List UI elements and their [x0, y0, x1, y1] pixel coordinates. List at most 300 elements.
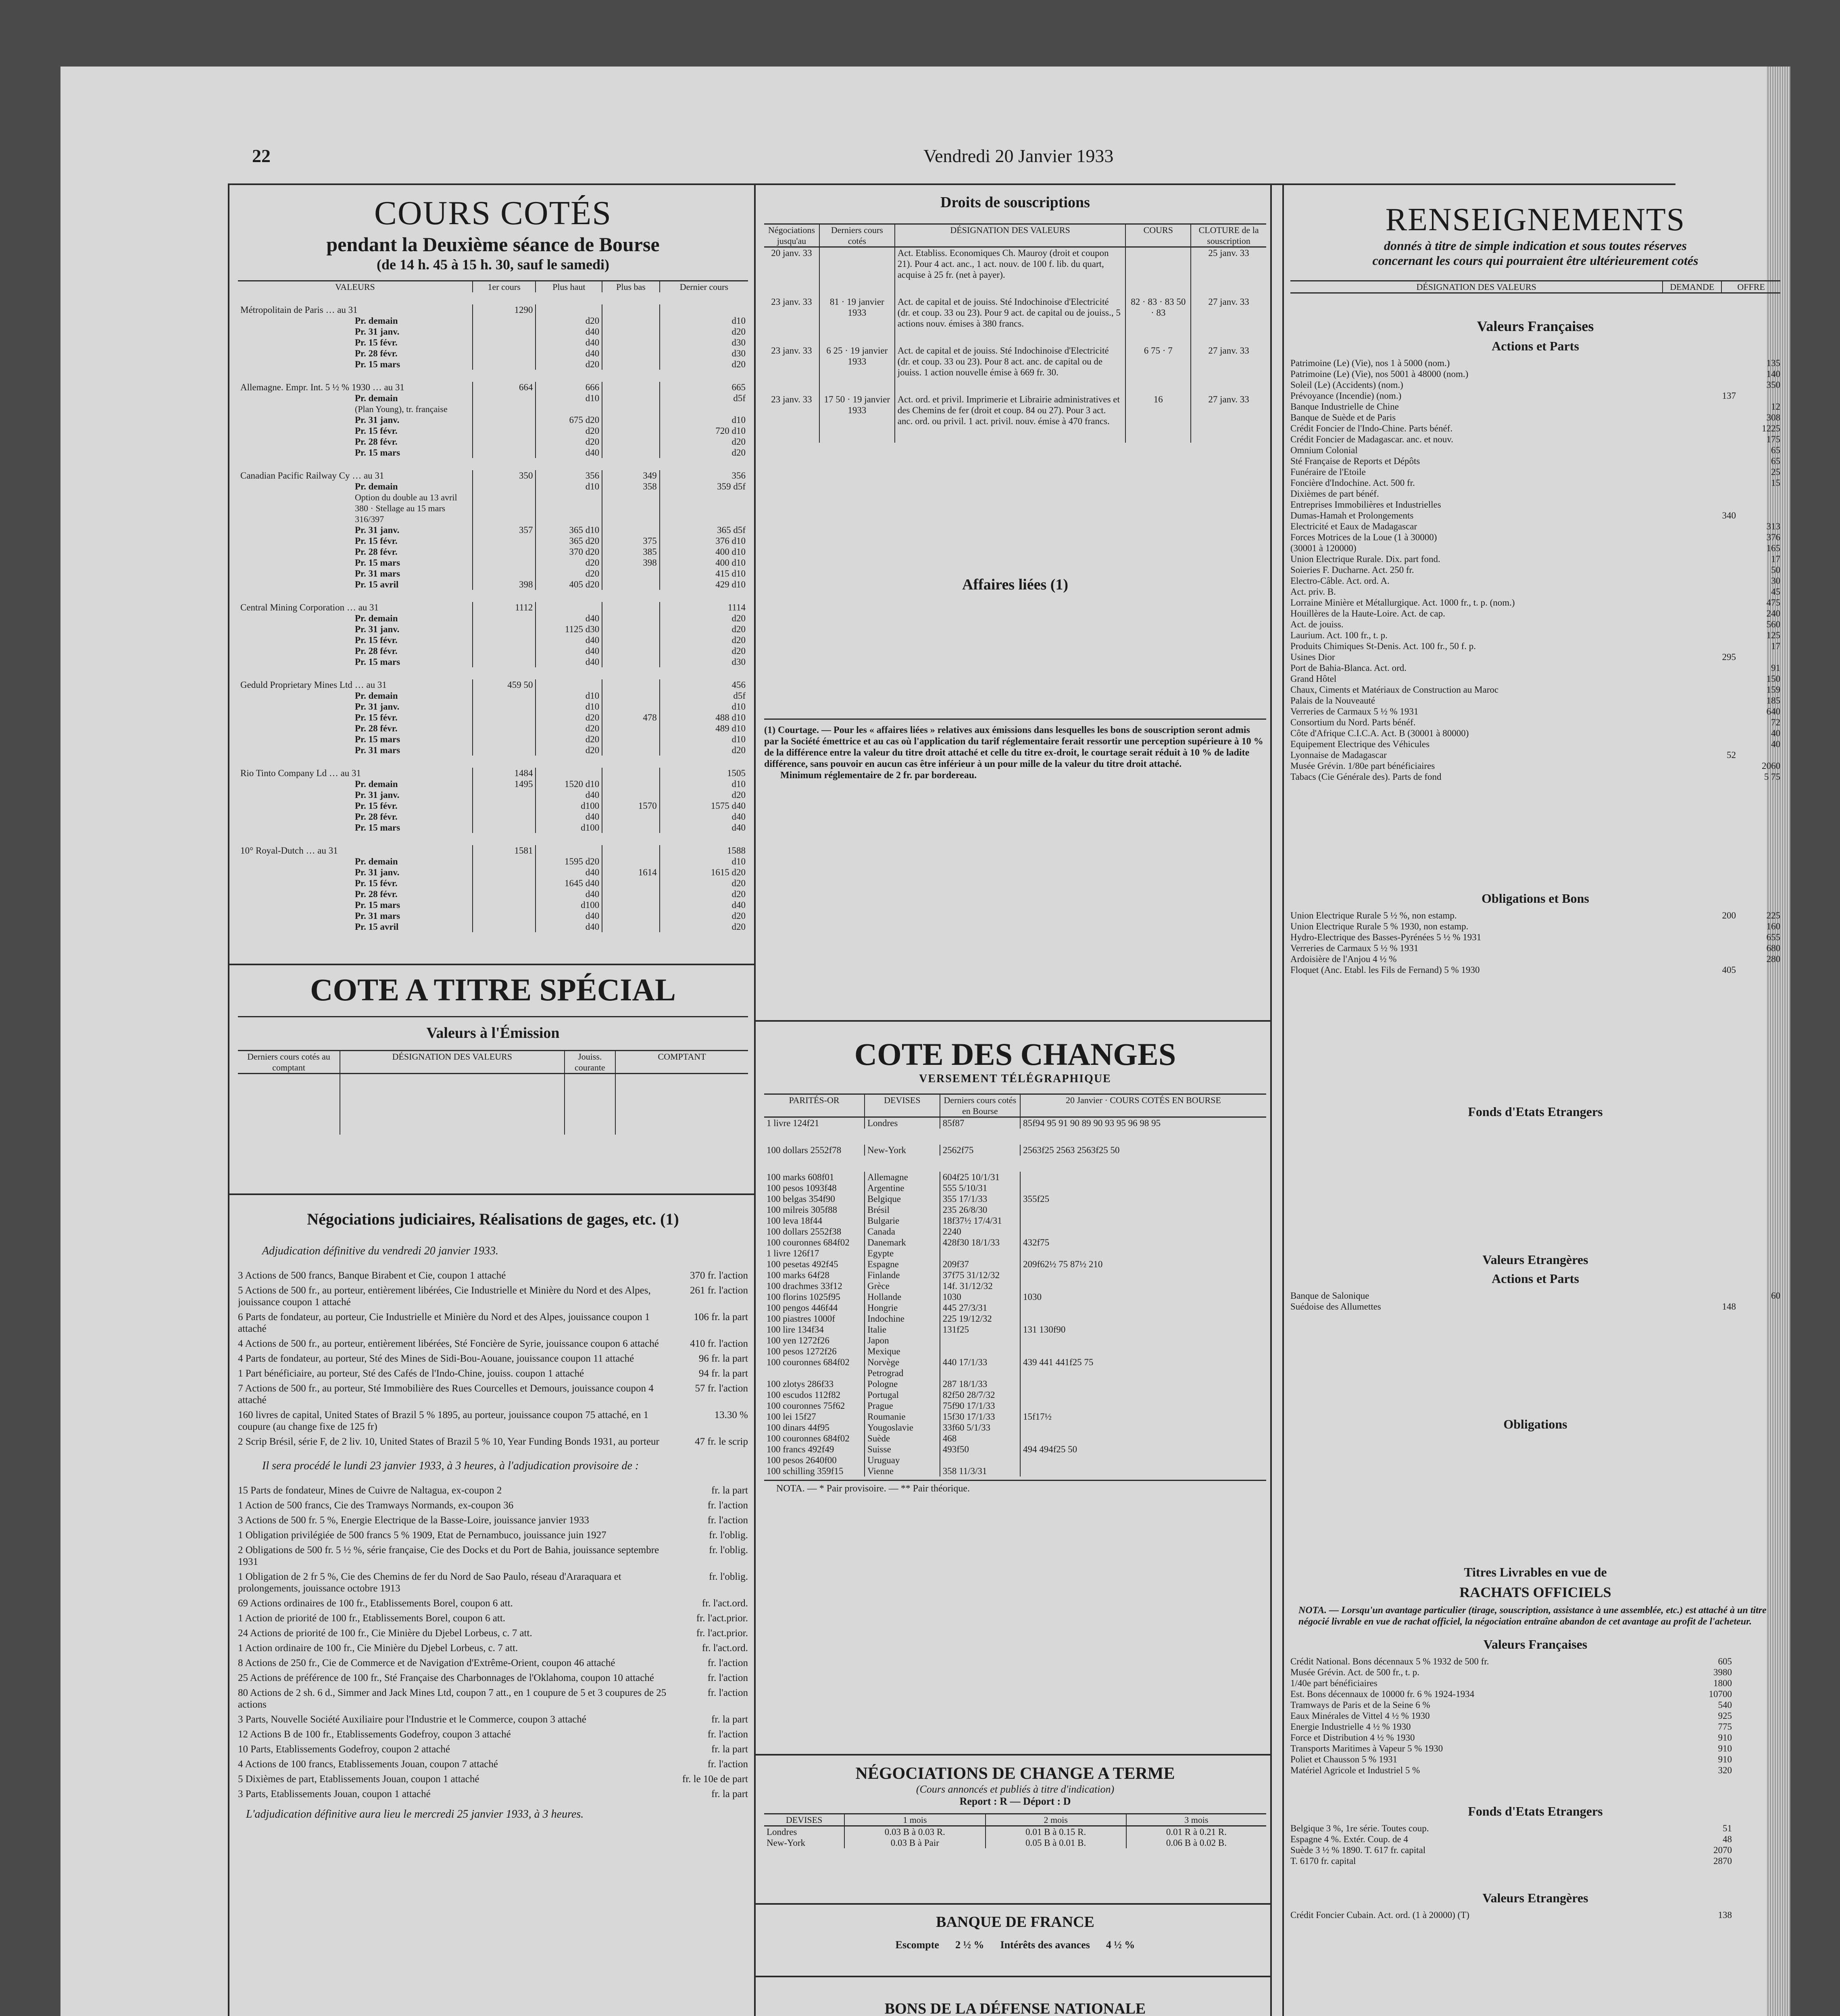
price-cell: d20: [731, 437, 746, 447]
term-label: Pr. 28 févr.: [355, 812, 398, 822]
table-row: [764, 1302, 1266, 1313]
table-row: [238, 921, 748, 932]
list-item: [1290, 619, 1780, 630]
devise-cell: Espagne: [865, 1259, 940, 1270]
price-cell: [473, 315, 536, 326]
rachats-heading-2: RACHATS OFFICIELS: [1459, 1584, 1611, 1600]
col-devises: DEVISES: [764, 1814, 844, 1826]
stock-cell: [238, 656, 473, 673]
list-item: [1290, 1732, 1780, 1743]
item-name: Belgique 3 %, 1re série. Toutes coup.: [1290, 1823, 1429, 1833]
dernier-cours-cell: [940, 1335, 1020, 1346]
table-row: [238, 878, 748, 889]
devise-cell: Italie: [865, 1324, 940, 1335]
lot-price: 261 fr. l'action: [690, 1285, 748, 1296]
table-row: [764, 1313, 1266, 1324]
price-cell: 665: [731, 382, 746, 392]
titre-special-title: COTE A TITRE SPÉCIAL: [310, 972, 676, 1007]
lot-description: 24 Actions de priorité de 100 fr., Cie Minière du Djebel Lorbeus, c. 7 att.: [238, 1628, 532, 1639]
page-date: Vendredi 20 Janvier 1933: [923, 146, 1114, 166]
sous-cloture: 25 janv. 33: [1208, 248, 1249, 258]
list-item: [1290, 1910, 1780, 1920]
devise-cell: Hongrie: [865, 1302, 940, 1313]
cours-cotes-table: [238, 280, 748, 932]
list-item: [1290, 706, 1780, 717]
price-cell: [473, 414, 536, 425]
renseignements-sub1: donnés à titre de simple indication et sous toutes réserves: [1384, 238, 1687, 253]
item-demande: [1692, 619, 1736, 630]
parite-cell: [764, 1335, 865, 1346]
table-row: [764, 1164, 1266, 1183]
price-cell: 1581: [473, 839, 536, 856]
cours-cell: [1020, 1281, 1266, 1291]
price-cell: d30: [731, 337, 746, 348]
price-cell: [602, 337, 660, 348]
parite-unit: 100 zlotys: [767, 1379, 805, 1389]
item-demande: [1692, 706, 1736, 717]
table-row: [238, 889, 748, 900]
price-cell: [602, 701, 660, 712]
lot-price: fr. l'oblig.: [709, 1571, 748, 1582]
lot-description: 1 Action de priorité de 100 fr., Etablissements Borel, coupon 6 att.: [238, 1613, 506, 1624]
lot-item: [238, 1758, 748, 1770]
parite-value: 684f02: [823, 1237, 850, 1248]
changes-subtitle: VERSEMENT TÉLÉGRAPHIQUE: [919, 1073, 1111, 1085]
list-item: [1290, 608, 1780, 619]
item-demande: [1692, 695, 1736, 706]
price-cell: d40: [536, 656, 602, 673]
price-cell: [602, 348, 660, 359]
list-item: [1290, 456, 1780, 467]
lot-item: [238, 1657, 748, 1669]
table-row: [764, 1248, 1266, 1259]
item-offre: 125: [1766, 630, 1780, 640]
price-cell: [602, 889, 660, 900]
price-cell: 1645 d40: [536, 878, 602, 889]
price-cell: [473, 635, 536, 646]
item-name: Tramways de Paris et de la Seine 6 %: [1290, 1700, 1430, 1710]
table-row: [238, 867, 748, 878]
term-label: Pr. 15 mars: [355, 900, 400, 910]
list-item: [1290, 358, 1780, 369]
stock-cell: [238, 889, 473, 900]
item-demande: [1692, 554, 1736, 564]
item-name: Côte d'Afrique C.I.C.A. Act. B (30001 à 80000): [1290, 728, 1469, 738]
rule-terme: [754, 1754, 1270, 1756]
price-cell: 370 d20: [536, 546, 602, 557]
col-cloture: CLOTURE de la souscription: [1191, 224, 1266, 247]
r-ve-heading: Valeurs Etrangères: [1482, 1891, 1588, 1905]
price-cell: [473, 613, 536, 624]
list-item: [1290, 1301, 1780, 1312]
lot-description: 4 Actions de 100 francs, Etablissements Jouan, coupon 7 attaché: [238, 1759, 498, 1770]
cours-cell: [1020, 1335, 1266, 1346]
item-name: Lorraine Minière et Métallurgique. Act. 1000 fr., t. p. (nom.): [1290, 598, 1515, 608]
cours-cell: [1020, 1204, 1266, 1215]
item-demande: 52: [1727, 750, 1736, 760]
price-cell: 376 d10: [715, 536, 746, 546]
cours-cell: [1020, 1466, 1266, 1477]
price-cell: [602, 656, 660, 673]
item-name: Verreries de Carmaux 5 ½ % 1931: [1290, 943, 1419, 953]
cc-col-header: Plus haut: [536, 281, 602, 299]
devise-cell: Japon: [865, 1335, 940, 1346]
price-cell: 1112: [473, 596, 536, 613]
parite-unit: 100 couronnes: [767, 1237, 821, 1248]
list-item: [1290, 717, 1780, 728]
list-item: [1290, 390, 1780, 401]
devise-cell: Bulgarie: [865, 1215, 940, 1226]
table-row: [764, 345, 1266, 394]
price-cell: 1495: [473, 779, 536, 789]
table-row: [764, 1466, 1266, 1477]
dernier-cours-cell: 75f90 17/1/33: [940, 1400, 1020, 1411]
lot-price: fr. l'act.ord.: [702, 1598, 748, 1609]
item-demande: [1692, 434, 1736, 445]
table-row: [238, 712, 748, 723]
price-cell: 666: [536, 376, 602, 393]
price-cell: [602, 856, 660, 867]
cours-cell: [1020, 1455, 1266, 1466]
list-item: [1290, 652, 1780, 662]
table-row: [238, 315, 748, 326]
price-cell: d100: [536, 800, 602, 811]
parite-cell: [764, 1237, 865, 1248]
parite-unit: 100 escudos: [767, 1390, 813, 1400]
list-item: [1290, 943, 1780, 954]
stock-cell: [238, 779, 473, 789]
col-designation: DÉSIGNATION DES VALEURS: [895, 224, 1126, 247]
item-demande: 340: [1722, 510, 1736, 521]
devise-cell: Canada: [865, 1226, 940, 1237]
dernier-cours-cell: [940, 1346, 1020, 1357]
changes-nota: NOTA. — * Pair provisoire. — ** Pair théorique.: [764, 1480, 1266, 1494]
dernier-cours-cell: 287 18/1/33: [940, 1379, 1020, 1389]
stock-cell: [238, 900, 473, 910]
price-cell: d10: [731, 856, 746, 866]
dernier-cours-cell: 14f. 31/12/32: [940, 1281, 1020, 1291]
list-item: [1290, 739, 1780, 750]
dernier-cours-cell: 2562f75: [940, 1137, 1020, 1164]
price-cell: d40: [536, 811, 602, 822]
list-item: [1290, 1823, 1780, 1834]
price-cell: [473, 535, 536, 546]
parite-unit: 100 belgas: [767, 1194, 807, 1204]
stock-name: Geduld Proprietary Mines Ltd: [240, 680, 352, 690]
terme-cell: 0.03 B à Pair: [844, 1837, 985, 1848]
price-cell: 456: [731, 680, 746, 690]
lot-price: fr. l'action: [707, 1687, 748, 1698]
term-label: Pr. 15 mars: [355, 823, 400, 833]
list-item: [1290, 467, 1780, 477]
terme-section: [764, 1764, 1266, 1897]
table-row: [238, 900, 748, 910]
item-demande: [1692, 760, 1736, 771]
term-label: Pr. 28 févr.: [355, 348, 398, 358]
lot-description: 1 Obligation de 2 fr 5 %, Cie des Chemins de fer du Nord de Sao Paulo, réseau d'Araraquara et prolongements, jouissance octobre 1913: [238, 1571, 621, 1594]
page-number: 22: [252, 146, 271, 166]
adjudication-definitive-intro: Adjudication définitive du vendredi 20 janvier 1933.: [262, 1245, 499, 1257]
price-cell: 349: [602, 464, 660, 481]
item-offre: 65: [1771, 456, 1780, 466]
cours-cell: 2563f25 2563 2563f25 50: [1023, 1145, 1120, 1155]
devise-cell: Norvège: [865, 1357, 940, 1368]
list-item: [1290, 662, 1780, 673]
lot-price: fr. la part: [711, 1744, 748, 1755]
item-value: 1800: [1713, 1678, 1732, 1688]
table-row: [238, 624, 748, 635]
parite-cell: [764, 1117, 865, 1137]
dernier-cours-cell: 2240: [940, 1226, 1020, 1237]
devise-cell: Mexique: [865, 1346, 940, 1357]
term-label: au 31: [384, 382, 404, 392]
term-label: Pr. 15 févr.: [355, 801, 398, 811]
table-row: [764, 1346, 1266, 1357]
item-value: 605: [1718, 1656, 1732, 1666]
term-label: Pr. 15 févr.: [355, 878, 398, 888]
souscriptions-section: [764, 194, 1266, 1012]
lot-price: fr. l'action: [707, 1672, 748, 1683]
item-demande: [1692, 369, 1736, 379]
term-label: Pr. 31 janv.: [355, 525, 400, 535]
table-row: [238, 393, 748, 414]
rachats-fee-list: [1290, 1823, 1780, 1866]
cours-cell: [1020, 1379, 1266, 1389]
table-row: [764, 1379, 1266, 1389]
item-offre: 12: [1771, 402, 1780, 412]
table-row: [764, 1826, 1266, 1838]
stock-cell: [238, 568, 473, 579]
list-item: [1290, 521, 1780, 532]
list-item: [1290, 1845, 1780, 1856]
price-cell: d20: [731, 359, 746, 369]
item-name: Suède 3 ½ % 1890. T. 617 fr. capital: [1290, 1845, 1426, 1855]
stock-cell: [238, 481, 473, 525]
col-cours-20-janvier: 20 Janvier · COURS COTÉS EN BOURSE: [1020, 1094, 1266, 1117]
item-offre: 1225: [1762, 423, 1780, 433]
top-rule: [228, 183, 1675, 185]
sous-date: 23 janv. 33: [764, 296, 819, 345]
item-name: Electro-Câble. Act. ord. A.: [1290, 576, 1390, 586]
cours-cell: 209f62½ 75 87½ 210: [1023, 1259, 1103, 1269]
price-cell: [536, 596, 602, 613]
parite-cell: [764, 1444, 865, 1455]
term-label: Pr. 15 avril: [355, 922, 399, 932]
parite-value: 446f44: [811, 1303, 838, 1313]
price-cell: d20: [536, 723, 602, 734]
term-label: Pr. demain: [355, 613, 398, 623]
devise-cell: Belgique: [865, 1193, 940, 1204]
table-row: [764, 1204, 1266, 1215]
item-name: Poliet et Chausson 5 % 1931: [1290, 1754, 1398, 1764]
term-label: Pr. 15 févr.: [355, 635, 398, 645]
table-row: [764, 1368, 1266, 1379]
item-value: 2870: [1713, 1856, 1732, 1866]
avances-label: Intérêts des avances: [1000, 1939, 1090, 1951]
parite-cell: [764, 1137, 865, 1164]
item-offre: [1736, 390, 1780, 401]
rule-bons: [754, 1976, 1270, 1977]
item-demande: [1692, 717, 1736, 728]
item-demande: [1692, 943, 1736, 954]
lot-description: 5 Actions de 500 fr., au porteur, entièrement libérées, Cie Industrielle et Minière du Nord et des Alpes, jouissance coupon 1 attaché: [238, 1285, 651, 1308]
item-name: Soieries F. Ducharne. Act. 250 fr.: [1290, 565, 1414, 575]
lot-description: 3 Parts, Nouvelle Société Auxiliaire pour l'Industrie et le Commerce, coupon 3 attaché: [238, 1714, 586, 1725]
item-offre: 65: [1771, 445, 1780, 455]
item-offre: 376: [1766, 532, 1780, 542]
stock-name: 10° Royal-Dutch: [240, 846, 304, 856]
stock-cell: [238, 910, 473, 921]
stock-name: Métropolitain de Paris: [240, 305, 323, 315]
price-cell: [602, 624, 660, 635]
term-label: au 31: [340, 768, 361, 778]
cours-cotes-title: COURS COTÉS: [374, 194, 612, 232]
terme-cell: New-York: [764, 1837, 844, 1848]
cours-cell: [1020, 1433, 1266, 1444]
col-comptant: COMPTANT: [615, 1051, 748, 1074]
parite-unit: 100 milreis: [767, 1205, 809, 1215]
table-row: [764, 1455, 1266, 1466]
lot-price: fr. l'act.prior.: [696, 1628, 748, 1639]
item-offre: 91: [1771, 663, 1780, 673]
item-offre: 560: [1766, 619, 1780, 629]
rachats-heading: Titres Livrables en vue de: [1464, 1565, 1607, 1579]
column-rule-3: [1282, 183, 1284, 2016]
price-cell: d20: [731, 646, 746, 656]
list-item: [1290, 1765, 1780, 1776]
price-cell: d40: [536, 348, 602, 359]
price-cell: d10: [731, 415, 746, 425]
parite-value: 1025f95: [809, 1292, 840, 1302]
list-item: [1290, 921, 1780, 932]
list-item: [1290, 1689, 1780, 1699]
price-cell: 356: [536, 464, 602, 481]
list-item: [1290, 1656, 1780, 1667]
price-cell: d20: [536, 315, 602, 326]
item-offre: 475: [1766, 598, 1780, 608]
banque-title: BANQUE DE FRANCE: [936, 1914, 1094, 1931]
table-row: [238, 298, 748, 315]
item-demande: [1692, 477, 1736, 488]
item-offre: 17: [1771, 641, 1780, 651]
term-label: Pr. 28 févr.: [355, 723, 398, 733]
stock-cell: [238, 414, 473, 425]
price-cell: d10: [536, 481, 602, 525]
dernier-cours-cell: [940, 1455, 1020, 1466]
price-cell: 1595 d20: [536, 856, 602, 867]
parite-unit: 100 pengos: [767, 1303, 809, 1313]
term-label: Pr. 15 mars: [355, 359, 400, 369]
term-label: Pr. 28 févr.: [355, 437, 398, 447]
parite-value: 684f02: [823, 1433, 850, 1443]
stock-cell: Geduld Proprietary Mines Ltd … au 31: [238, 673, 473, 690]
terme-table: [764, 1813, 1266, 1848]
devise-cell: Allemagne: [865, 1164, 940, 1183]
item-offre: [1736, 510, 1780, 521]
price-cell: d20: [536, 425, 602, 436]
price-cell: [473, 393, 536, 414]
price-cell: 429 d10: [715, 579, 746, 589]
stock-cell: [238, 745, 473, 762]
table-row: [238, 839, 748, 856]
column-rule-2: [1270, 183, 1272, 2016]
item-name: Houillères de la Haute-Loire. Act. de cap.: [1290, 608, 1445, 619]
item-demande: [1692, 641, 1736, 652]
cours-cell: [1020, 1248, 1266, 1259]
lot-item: [238, 1338, 748, 1350]
parite-unit: 100 dollars: [767, 1227, 808, 1237]
term-label: Pr. 31 janv.: [355, 327, 400, 337]
parite-value: 75f62: [823, 1401, 845, 1411]
cours-cell: [1020, 1368, 1266, 1379]
cours-cell: [1020, 1389, 1266, 1400]
table-row: [238, 811, 748, 822]
item-offre: 15: [1771, 478, 1780, 488]
sous-prix: [1125, 247, 1191, 297]
price-cell: 400 d10: [715, 547, 746, 557]
lot-item: [238, 1743, 748, 1755]
price-cell: 400 d10: [715, 558, 746, 568]
valeurs-emission-heading: Valeurs à l'Émission: [426, 1025, 560, 1041]
item-name: Banque Industrielle de Chine: [1290, 402, 1399, 412]
devise-cell: Danemark: [865, 1237, 940, 1248]
column-rule-1: [754, 183, 756, 2016]
item-name: Musée Grévin. Act. de 500 fr., t. p.: [1290, 1667, 1420, 1677]
courtage-note: (1) Courtage. — Pour les « affaires liées » relatives aux émissions dans lesquelles les bons de souscription seront admis par la Société émettrice et au cas où l'application du tarif réglementaire ferait ressortir une perception supérieure à 10 % de la différence entre la valeur du titre droit attaché et celle du titre ex-droit, le courtage serait réduit à 10 % de ladite différence, sans pouvoir en aucun cas être inférieur à un pour mille de la valeur du titre droit attaché.: [764, 725, 1263, 769]
price-cell: [602, 525, 660, 535]
table-row: [238, 656, 748, 673]
term-label: Pr. demain: [355, 856, 398, 866]
list-item: [1290, 1678, 1780, 1689]
item-demande: 405: [1722, 965, 1736, 975]
parite-unit: 100 couronnes: [767, 1401, 821, 1411]
lot-price: fr. l'oblig.: [709, 1545, 748, 1556]
price-cell: [602, 762, 660, 779]
list-item: [1290, 684, 1780, 695]
rachats-nota: NOTA. — Lorsqu'un avantage particulier (tirage, souscription, assistance à une assemblée, etc.) est attaché à un titre négocié livrable en vue de rachat officiel, la négociation entraîne abandon de cet avantage au profit de l'acheteur.: [1298, 1605, 1767, 1627]
price-cell: [473, 447, 536, 464]
lot-price: 47 fr. le scrip: [695, 1436, 748, 1447]
price-cell: 1484: [473, 762, 536, 779]
renseignements-title: RENSEIGNEMENTS: [1385, 202, 1686, 237]
parite-value: 18f44: [800, 1216, 822, 1226]
item-name: Patrimoine (Le) (Vie), nos 5001 à 48000 (nom.): [1290, 369, 1469, 379]
lot-item: [238, 1436, 748, 1447]
price-cell: [473, 348, 536, 359]
table-row: [238, 789, 748, 800]
changes-section: [764, 1036, 1266, 1754]
item-value: 540: [1718, 1700, 1732, 1710]
price-cell: d20: [731, 613, 746, 623]
term-label: au 31: [366, 680, 387, 690]
price-cell: [602, 613, 660, 624]
lot-description: 7 Actions de 500 fr., au porteur, Sté Immobilière des Rues Courcelles et Demours, jouissance coupon 4 attaché: [238, 1383, 654, 1406]
parite-value: 684f02: [823, 1357, 850, 1367]
devise-cell: Brésil: [865, 1204, 940, 1215]
term-label: au 31: [358, 602, 379, 612]
cours-cell: [1020, 1313, 1266, 1324]
table-row: [238, 762, 748, 779]
r-fee-heading: Fonds d'Etats Etrangers: [1468, 1804, 1603, 1818]
table-row: [764, 247, 1266, 297]
item-name: Tabacs (Cie Générale des). Parts de fond: [1290, 772, 1442, 782]
sous-cours: 81 · 19 janvier 1933: [819, 296, 895, 345]
parite-cell: [764, 1259, 865, 1270]
lot-description: 69 Actions ordinaires de 100 fr., Etablissements Borel, coupon 6 att.: [238, 1598, 513, 1609]
table-row: [238, 673, 748, 690]
lot-description: 80 Actions de 2 sh. 6 d., Simmer and Jack Mines Ltd, coupon 7 att., en 1 coupure de 5 et 3 coupures de 25 actions: [238, 1687, 667, 1710]
item-value: 320: [1718, 1765, 1732, 1775]
